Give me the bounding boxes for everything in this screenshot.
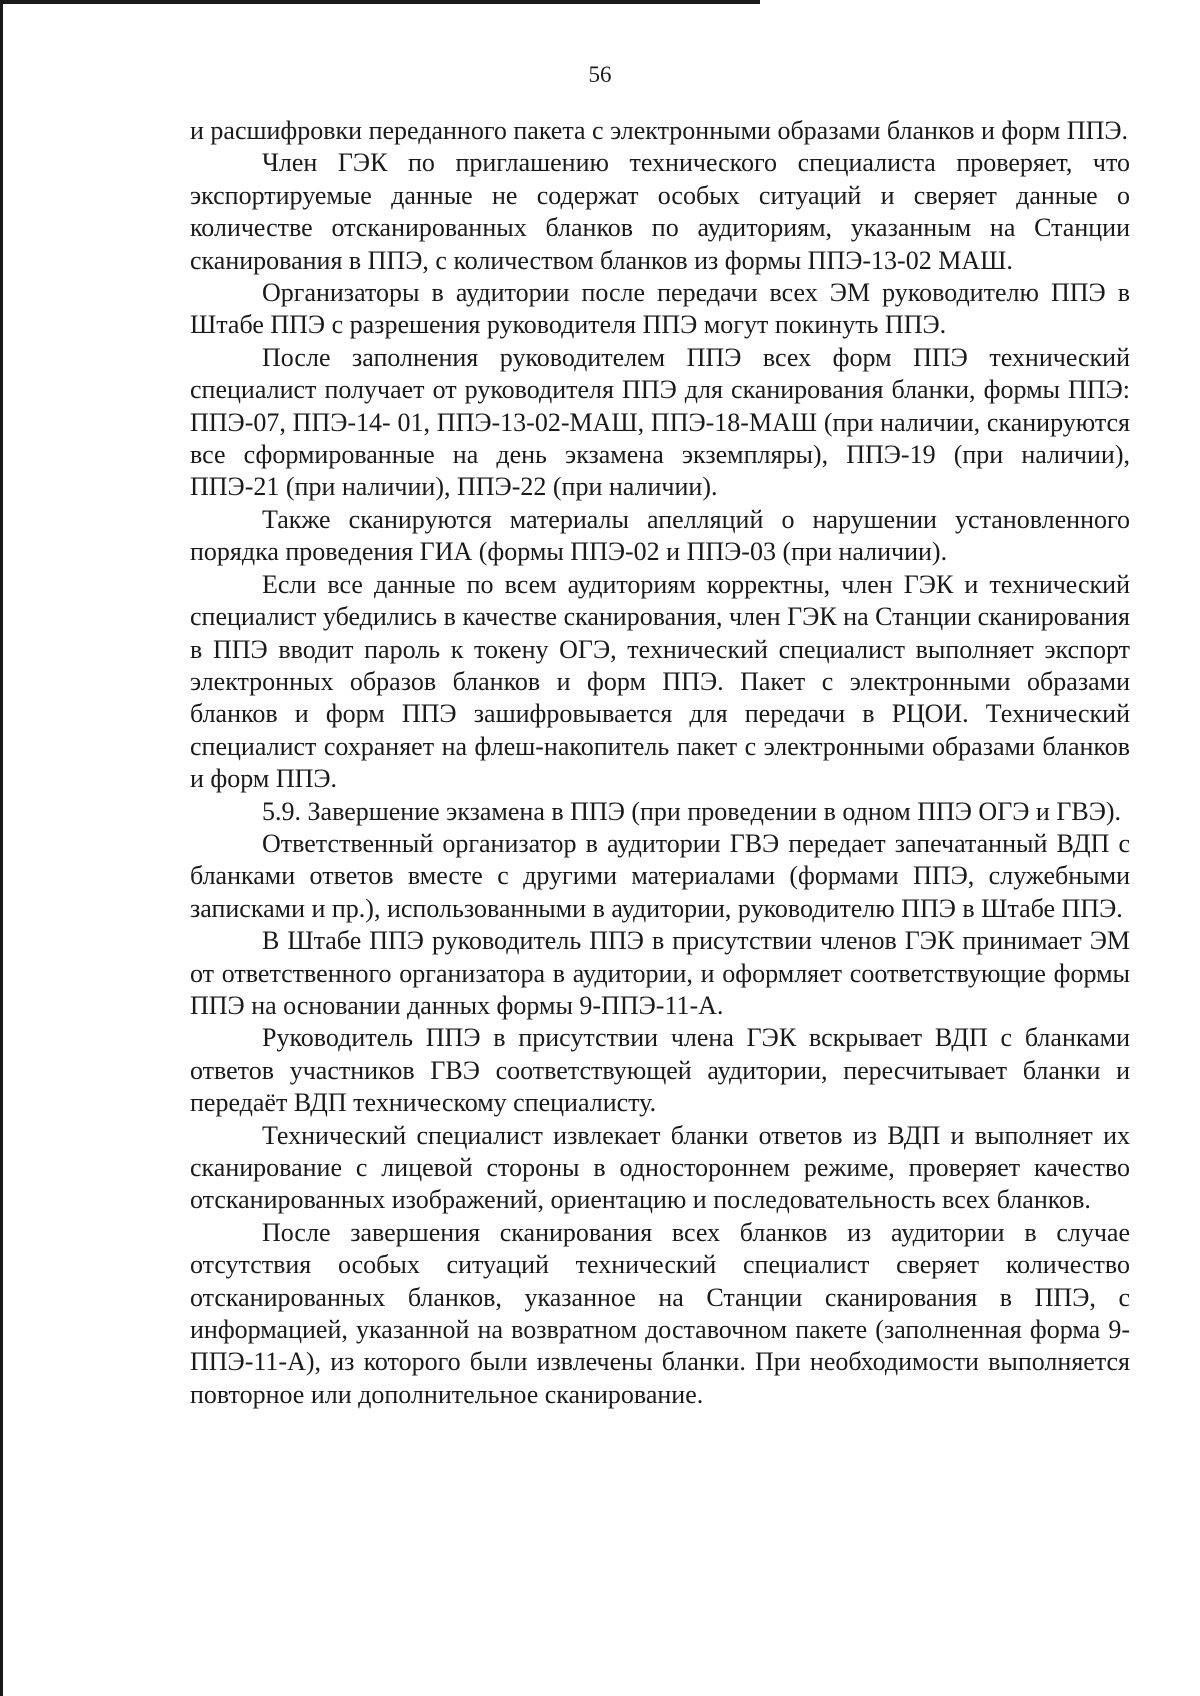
document-body bbox=[190, 115, 1130, 1411]
paragraph: и расшифровки переданного пакета с электронными образами бланков и форм ППЭ. bbox=[190, 116, 1129, 145]
paragraph: Организаторы в аудитории после передачи всех ЭМ руководителю ППЭ в Штабе ППЭ с разрешения руководителя ППЭ могут покинуть ППЭ. bbox=[190, 278, 1130, 340]
paragraph: Если все данные по всем аудиториям корректны, член ГЭК и технический специалист убедились в качестве сканирования, член ГЭК на Станции сканирования в ППЭ вводит пароль к токену ОГЭ, технический специалист выполняет экспорт электронных образов бланков и форм ППЭ. Пакет с электронными образами бланков и форм ППЭ зашифровывается для передачи в РЦОИ. Технический специалист сохраняет на флеш-накопитель пакет с электронными образами бланков и форм ППЭ. bbox=[190, 569, 1130, 794]
section-heading: 5.9. Завершение экзамена в ППЭ (при проведении в одном ППЭ ОГЭ и ГВЭ). bbox=[262, 796, 1122, 826]
paragraph: Член ГЭК по приглашению технического специалиста проверяет, что экспортируемые данные не содержат особых ситуаций и сверяет данные о количестве отсканированных бланков по аудиториям, указанным на Станции сканирования в ППЭ, с количеством бланков из формы ППЭ-13-02 МАШ. bbox=[190, 148, 1130, 275]
page-number: 56 bbox=[588, 62, 612, 87]
paragraph: Ответственный организатор в аудитории ГВЭ передает запечатанный ВДП с бланками ответов вместе с другими материалами (формами ППЭ, служебными записками и пр.), использованными в аудитории, руководителю ППЭ в Штабе ППЭ. bbox=[190, 828, 1130, 923]
paragraph: В Штабе ППЭ руководитель ППЭ в присутствии членов ГЭК принимает ЭМ от ответственного организатора в аудитории, и оформляет соответствующие формы ППЭ на основании данных формы 9-ППЭ-11-А. bbox=[190, 926, 1130, 1020]
paragraph: Технический специалист извлекает бланки ответов из ВДП и выполняет их сканирование с лицевой стороны в одностороннем режиме, проверяет качество отсканированных изображений, ориентацию и последовательность всех бланков. bbox=[190, 1120, 1130, 1215]
scan-edge-left bbox=[0, 0, 3, 1696]
paragraph: Также сканируются материалы апелляций о нарушении установленного порядка проведения ГИА (формы ППЭ-02 и ППЭ-03 (при наличии). bbox=[190, 504, 1130, 567]
paragraph: После заполнения руководителем ППЭ всех форм ППЭ технический специалист получает от руководителя ППЭ для сканирования бланки, формы ППЭ: ППЭ-07, ППЭ-14- 01, ППЭ-13-02-МАШ, ППЭ-18-МАШ (при наличии, сканируются все сформированные на день экзамена экземпляры), ППЭ-19 (при наличии), ППЭ-21 (при наличии), ППЭ-22 (при наличии). bbox=[190, 342, 1130, 502]
scan-edge-top bbox=[0, 0, 760, 4]
paragraph: Руководитель ППЭ в присутствии члена ГЭК вскрывает ВДП с бланками ответов участников ГВЭ соответствующей аудитории, пересчитывает бланки и передаёт ВДП техническому специалисту. bbox=[190, 1023, 1130, 1118]
paragraph: После завершения сканирования всех бланков из аудитории в случае отсутствия особых ситуаций технический специалист сверяет количество отсканированных бланков, указанное на Станции сканирования в ППЭ, с информацией, указанной на возвратном доставочном пакете (заполненная форма 9-ППЭ-11-А), из которого были извлечены бланки. При необходимости выполняется повторное или дополнительное сканирование. bbox=[190, 1217, 1130, 1409]
